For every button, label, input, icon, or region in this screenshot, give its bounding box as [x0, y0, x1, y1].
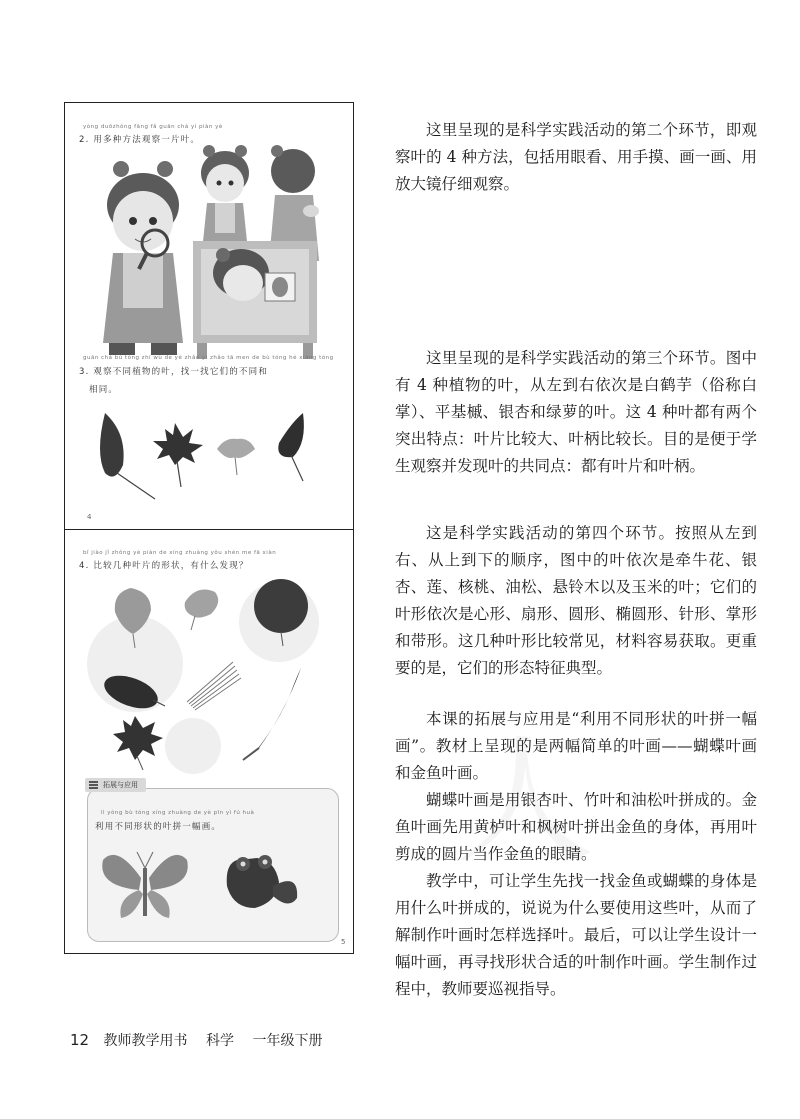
girl-magnifier-figure: [103, 161, 183, 355]
commentary-paragraph-5: 蝴蝶叶画是用银杏叶、竹叶和油松叶拼成的。金鱼叶画先用黄栌叶和枫树叶拼出金鱼的身体，再用叶剪成的圆片当作金鱼的眼睛。: [395, 791, 757, 863]
observation-illustration: [65, 143, 353, 403]
ext-instruction: 利用不同形状的叶拼一幅画。: [95, 822, 222, 832]
q3-question-line1: 3. 观察不同植物的叶，找一找它们的不同和: [79, 367, 269, 377]
commentary-paragraph-4: 本课的拓展与应用是“利用不同形状的叶拼一幅画”。教材上呈现的是两幅简单的叶画——蝴蝶叶画和金鱼叶画。: [395, 710, 757, 782]
q4-pinyin: bǐ jiào jǐ zhǒng yè piàn de xíng zhuàng yǒu shén me fā xiàn: [83, 550, 277, 556]
four-leaves-illustration: [65, 403, 353, 513]
textbook-page-number-top: 4: [87, 513, 92, 521]
list-bars-icon: [89, 781, 98, 789]
leaf-art-illustration: [87, 838, 337, 928]
q3-pinyin: guān chá bù tóng zhí wù de yè zhǎo yì zhǎo tā men de bù tóng hé xiāng tóng: [83, 355, 334, 361]
footer-subject: 科学: [206, 1033, 234, 1049]
footer-grade: 一年级下册: [252, 1033, 323, 1049]
goldfish-leaf-art: [227, 855, 297, 908]
drawing-scene: [193, 241, 317, 359]
q2-pinyin: yòng duōzhǒng fāng fǎ guān chá yí piàn yè: [83, 124, 223, 130]
commentary-paragraph-1: 这里呈现的是科学实践活动的第二个环节，即观察叶的 4 种方法，包括用眼看、用手摸、画一画、用放大镜仔细观察。: [395, 121, 757, 193]
q3-question-line2: 相同。: [89, 385, 119, 395]
leaf-maple: [153, 423, 203, 487]
textbook-page-number-bottom: 5: [341, 938, 346, 946]
textbook-panel-top: [64, 102, 354, 530]
q2-question: 2. 用多种方法观察一片叶。: [79, 135, 201, 145]
commentary-paragraph-2: 这里呈现的是科学实践活动的第三个环节。图中有 4 种植物的叶，从左到右依次是白鹤芋（俗称白掌）、平基槭、银杏和绿萝的叶。这 4 种叶都有两个突出特点：叶片比较大、叶柄比较长。目的是便于学生观察并发现叶的共同点：都有叶片和叶柄。: [395, 349, 757, 475]
butterfly-leaf-art: [102, 852, 188, 918]
leaf-plane-tree: [113, 716, 163, 770]
extension-tag: [85, 778, 146, 792]
leaf-pine-needles: [187, 662, 241, 710]
leaf-corn: [243, 668, 301, 760]
textbook-panel-bottom: [64, 529, 354, 954]
ext-pinyin: lì yòng bù tóng xíng zhuàng de yè pīn yì fú huà: [101, 810, 255, 816]
leaf-ginkgo: [217, 439, 255, 475]
extension-label: 拓展与应用: [103, 781, 138, 789]
q4-question: 4. 比较几种叶片的形状，有什么发现？: [79, 561, 249, 571]
commentary-paragraph-6: 教学中，可让学生先找一找金鱼或蝴蝶的身体是用什么叶拼成的，说说为什么要使用这些叶，从而了解制作叶画时怎样选择叶。最后，可以让学生设计一幅叶画，再寻找形状合适的叶制作叶画。学生制作过程中，教师要巡视指导。: [395, 872, 757, 998]
leaf-ginkgo-2: [185, 590, 219, 630]
page-footer: [70, 1030, 322, 1050]
footer-book-title: 教师教学用书: [103, 1033, 188, 1049]
footer-page-number: 12: [70, 1031, 90, 1049]
leaf-peace-lily: [100, 413, 155, 499]
commentary-paragraph-3: 这是科学实践活动的第四个环节。按照从左到右、从上到下的顺序，图中的叶依次是牵牛花、银杏、莲、核桃、油松、悬铃木以及玉米的叶；它们的叶形依次是心形、扇形、圆形、椭圆形、针形、掌形和带形。这几种叶形比较常见，材料容易获取。更重要的是，它们的形态特征典型。: [395, 524, 757, 677]
leaf-pothos: [278, 413, 304, 481]
leaf-shapes-illustration: [65, 572, 353, 792]
